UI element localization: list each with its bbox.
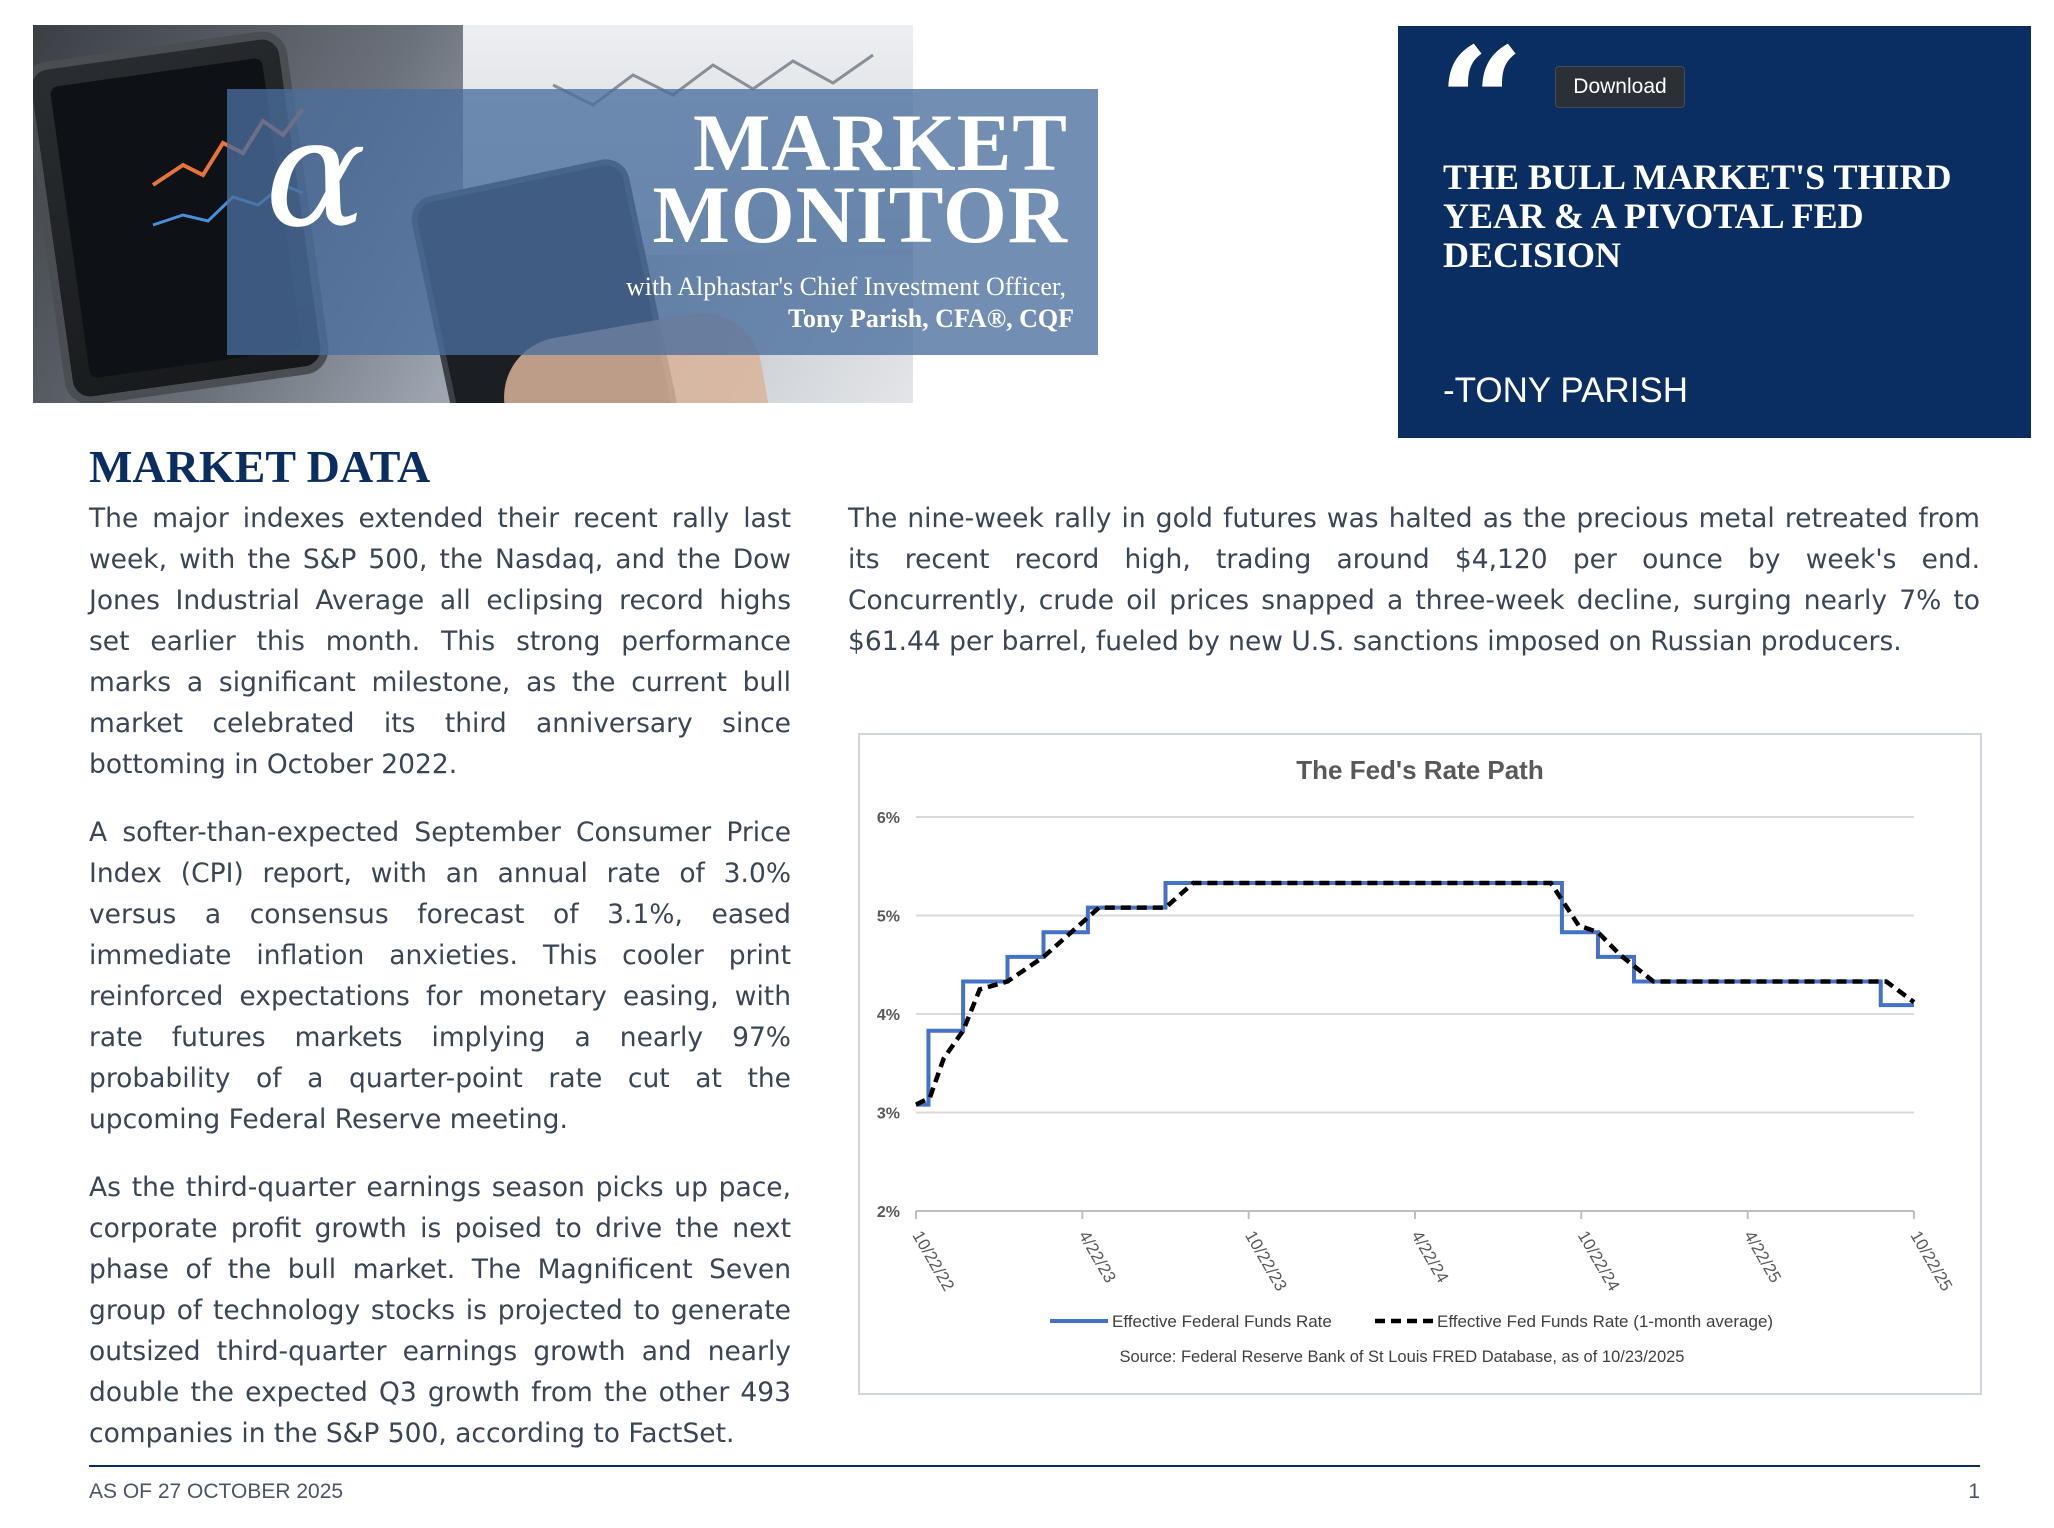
left-column: [89, 498, 791, 1481]
page-number: 1: [1968, 1480, 1980, 1503]
paragraph: As the third-quarter earnings season picks up pace, corporate profit growth is poised to drive the next phase of the bull market. The Magnificent Seven group of technology stocks is projected to generate outsized third-quarter earnings growth and nearly double the expected Q3 growth from the other 493 companies in the S&P 500, according to FactSet.: [89, 1172, 791, 1449]
download-button[interactable]: Download: [1555, 66, 1685, 108]
quote-author: -TONY PARISH: [1443, 371, 1689, 410]
paragraph: The major indexes extended their recent rally last week, with the S&P 500, the Nasdaq, and the Dow Jones Industrial Average all eclipsing record highs set earlier this month. This strong performance marks a significant milestone, as the current bull market celebrated its third anniversary since bottoming in October 2022.: [89, 503, 791, 780]
fed-rate-chart: [858, 733, 1982, 1395]
legend-label: Effective Fed Funds Rate (1-month average): [1437, 1312, 1774, 1331]
y-tick-label: 6%: [876, 810, 900, 827]
y-tick-label: 4%: [876, 1007, 900, 1024]
masthead-title-line2: MONITOR: [652, 169, 1068, 260]
masthead-subtitle-line2: Tony Parish, CFA®, CQF: [788, 304, 1074, 333]
paragraph: The nine-week rally in gold futures was halted as the precious metal retreated from its recent record high, trading around $4,120 per ounce by week's end. Concurrently, crude oil prices snapped a three-week decline, surging nearly 7% to $61.44 per barrel, fueled by new U.S. sanctions imposed on Russian producers.: [848, 503, 1980, 657]
masthead-title-line1: MARKET: [693, 97, 1068, 188]
x-tick-label: 10/22/23: [1241, 1227, 1291, 1295]
alphastar-logo-icon: α: [265, 87, 367, 261]
masthead-subtitle-line1: with Alphastar's Chief Investment Officer,: [625, 272, 1066, 301]
quote-box: [1398, 15, 2031, 438]
x-tick-label: 4/22/24: [1407, 1227, 1453, 1287]
legend-label: Effective Federal Funds Rate: [1112, 1312, 1332, 1331]
x-tick-label: 10/22/24: [1573, 1227, 1624, 1295]
paragraph: A softer-than-expected September Consumer Price Index (CPI) report, with an annual rate of 3.0% versus a consensus forecast of 3.1%, eased immediate inflation anxieties. This cooler print reinforced expectations for monetary easing, with rate futures markets implying a nearly 97% probability of a quarter-point rate cut at the upcoming Federal Reserve meeting.: [89, 817, 791, 1135]
x-tick-label: 10/22/25: [1906, 1227, 1957, 1295]
chart-canvas: [860, 735, 1980, 1393]
chart-source-note: Source: Federal Reserve Bank of St Louis FRED Database, as of 10/23/2025: [1119, 1348, 1685, 1366]
masthead-panel: [227, 89, 1098, 355]
chart-title: The Fed's Rate Path: [1296, 755, 1544, 785]
right-column: [848, 498, 1980, 689]
y-tick-label: 5%: [876, 908, 900, 926]
quote-mark-icon: “: [1438, 15, 1525, 191]
y-tick-label: 3%: [876, 1105, 900, 1123]
x-tick-label: 10/22/22: [908, 1227, 959, 1295]
footer-date: AS OF 27 OCTOBER 2025: [89, 1480, 344, 1503]
y-tick-label: 2%: [876, 1204, 900, 1221]
footer-divider: [89, 1465, 1980, 1467]
quote-title: THE BULL MARKET'S THIRD YEAR & A PIVOTAL FED DECISION: [1443, 157, 1952, 275]
section-title: MARKET DATA: [89, 441, 431, 492]
masthead-title: [652, 97, 1068, 260]
x-tick-label: 4/22/25: [1740, 1227, 1786, 1287]
x-tick-label: 4/22/23: [1074, 1227, 1120, 1287]
